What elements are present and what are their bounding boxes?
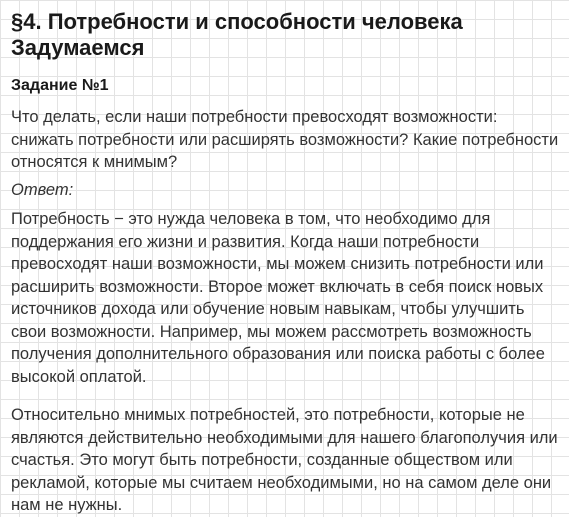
answer-paragraph-1: Потребность − это нужда человека в том, что необходимо для поддержания его жизни и развития. Когда наши потребности превосходят наши возможности, мы можем снизить потребности или расширить возможности. Второе может включать в себя поиск новых источников дохода или обучение новым навыкам, чтобы улучшить свои возможности. Например, мы можем рассмотреть возможность получения дополнительного образования или поиска работы с более высокой оплатой. — [11, 210, 545, 386]
task-question: Что делать, если наши потребности превосходят возможности: снижать потребности или расширять возможности? Какие потребности относятся к мнимым? — [11, 108, 559, 171]
answer-label: Ответ: — [11, 181, 74, 199]
page-title — [11, 9, 463, 61]
answer-paragraph-2: Относительно мнимых потребностей, это потребности, которые не являются действительно необходимыми для нашего благополучия или счастья. Это могут быть потребности, созданные обществом или рекламой, которые мы считаем необходимыми, но на самом деле они нам не нужны. — [11, 406, 558, 514]
title-line-1: §4. Потребности и способности человека — [11, 9, 463, 34]
task-label: Задание №1 — [11, 77, 109, 94]
title-line-2: Задумаемся — [11, 35, 145, 60]
